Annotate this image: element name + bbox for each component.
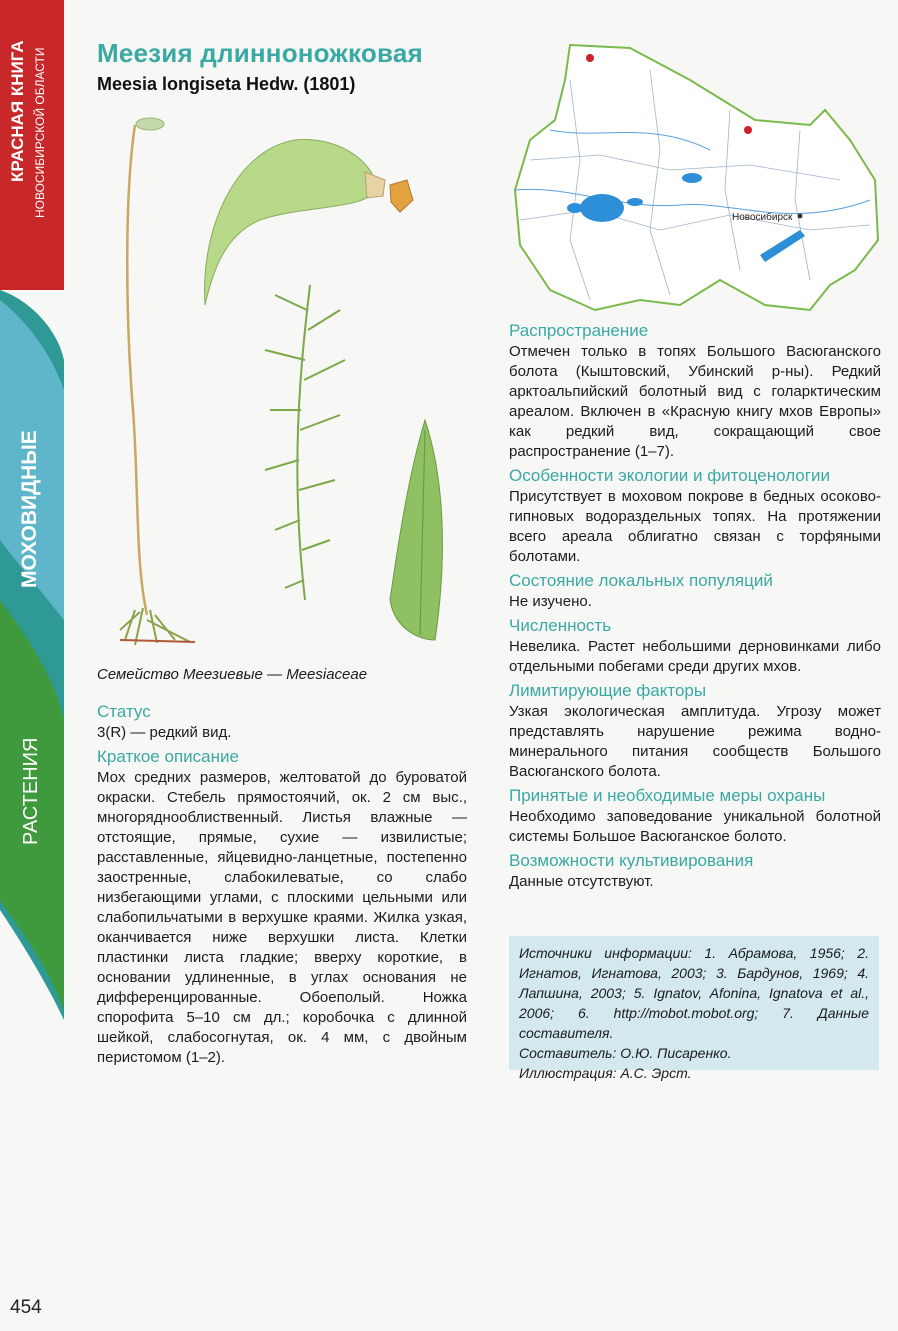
illustrator-credit: Иллюстрация: А.С. Эрст. (519, 1065, 692, 1081)
capsule-drawing (205, 140, 413, 305)
sources-text: Источники информации: 1. Абрамова, 1956; 2. Игнатов, Игнатова, 2003; 3. Бардунов, 1969; 4. Лапшина, 2003; 5. Ignatov, Afonina, Ignatova et al., 2006; 6. http://mobot.mobot.org; 7. Данные составителя. (519, 945, 869, 1041)
distribution-text: Отмечен только в топях Большого Васюганского болота (Кыштовский, Убинский р-ны). Редкий арктоальпийский болотный вид с голарктическим ареалом. Включен в «Красную книгу мхов Европы» как редкий вид, сокращающий свое распространение (1–7). (509, 343, 881, 460)
limiting-text: Узкая экологическая амплитуда. Угрозу может представлять нарушение режима водно-минерального питания сообществ Большого Васюганского болота. (509, 703, 881, 780)
description-heading: Краткое описание (97, 747, 239, 766)
distribution-map (510, 40, 880, 315)
leaf-drawing (390, 420, 442, 640)
sidebar (0, 0, 64, 1331)
right-column (509, 320, 881, 895)
cultivation-text: Данные отсутствуют. (509, 873, 654, 890)
populations-heading: Состояние локальных популяций (509, 571, 773, 590)
latin-name: Meesia longiseta Hedw. (1801) (97, 74, 356, 94)
left-column (97, 701, 467, 1071)
populations-text: Не изучено. (509, 593, 592, 610)
page-number: 454 (10, 1297, 42, 1318)
status-text: 3(R) — редкий вид. (97, 724, 232, 741)
limiting-heading: Лимитирующие факторы (509, 681, 707, 700)
protection-heading: Принятые и необходимые меры охраны (509, 786, 826, 805)
family-line: Семейство Меезиевые — Meesiaceae (97, 666, 368, 683)
sidebar-waves (0, 0, 64, 1331)
book-subtitle: НОВОСИБИРСКОЙ ОБЛАСТИ (33, 47, 47, 218)
shoot-drawing (265, 285, 345, 600)
ecology-heading: Особенности экологии и фитоценологии (509, 466, 830, 485)
distribution-heading: Распространение (509, 321, 649, 340)
city-label: Новосибирск (732, 212, 793, 223)
ecology-text: Присутствует в моховом покрове в бедных осоково-гипновых водораздельных топях. На протяжении всего ареала облигатно связан с торфяными болотами. (509, 488, 881, 565)
record-point (586, 54, 594, 62)
abundance-text: Невелика. Растет небольшими дерновинками либо отдельными побегами среди других мхов. (509, 638, 881, 675)
book-title: КРАСНАЯ КНИГА (8, 40, 27, 182)
abundance-heading: Численность (509, 616, 612, 635)
sources-box (509, 936, 879, 1081)
section-label: МОХОВИДНЫЕ (18, 430, 41, 588)
category-label: РАСТЕНИЯ (20, 737, 42, 845)
cultivation-heading: Возможности культивирования (509, 851, 754, 870)
compiler-credit: Составитель: О.Ю. Писаренко. (519, 1045, 732, 1061)
record-point (744, 126, 752, 134)
moss-illustration (95, 110, 475, 655)
city-marker (798, 214, 803, 219)
protection-text: Необходимо заповедование уникальной болотной системы Большое Васюганское болото. (509, 808, 881, 845)
status-heading: Статус (97, 702, 151, 721)
page-title: Меезия длинноножковая (97, 38, 423, 68)
description-text: Мох средних размеров, желтоватой до буроватой окраски. Стебель прямостоячий, ок. 2 см выс., многорядноoблиственный. Листья влажные — отстоящие, прямые, сухие — извилистые; расставленные, яйцевидно-ланцетные, постепенно заостренные, слабокилеватые, со слабо низбегающими углами, с плоскими цельными или слабопильчатыми в верхушке краями. Жилка узкая, оканчивается ниже верхушки листа. Клетки пластинки листа гладкие; вверху короткие, в основании удлиненные, в углах основания не дифференцированные. Обоеполый. Ножка спорофита 5–10 см дл.; коробочка с длинной шейкой, слабосогнутая, ок. 4 мм, с двойным перистомом (1–2). (97, 769, 467, 1066)
sporophyte-drawing (120, 118, 195, 645)
